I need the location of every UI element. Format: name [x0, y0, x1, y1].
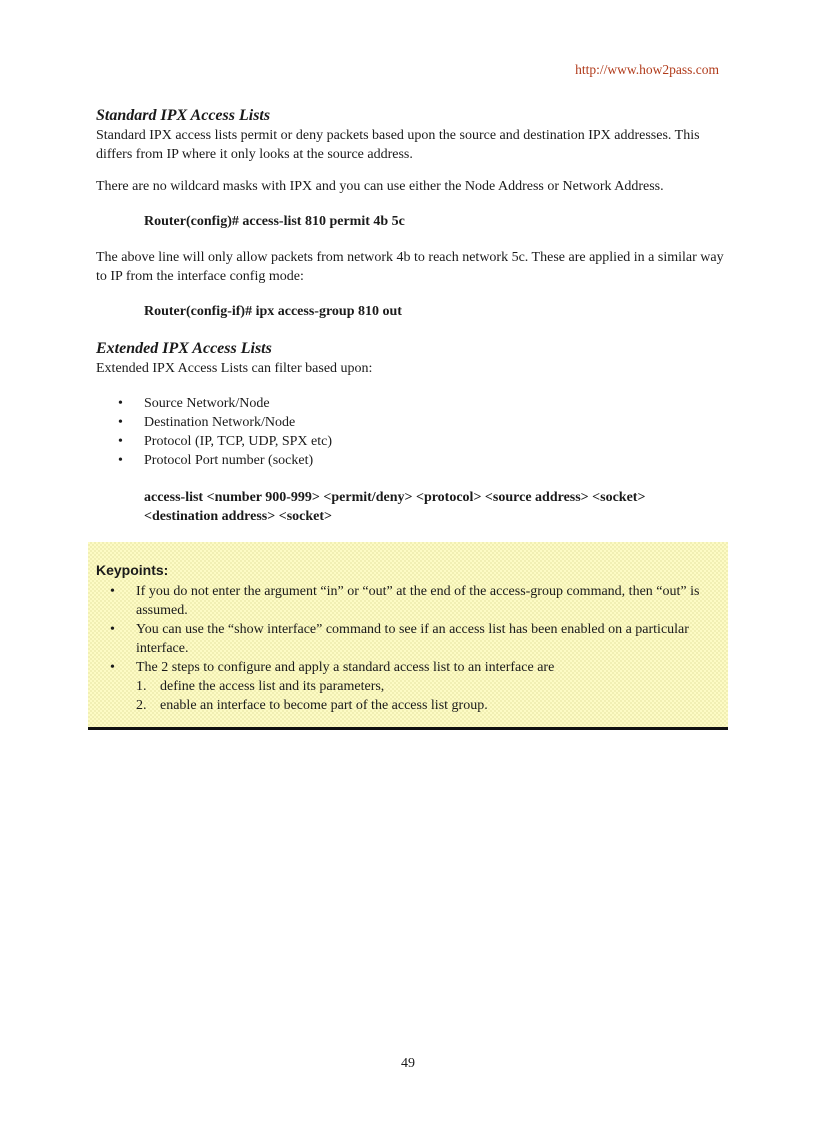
step-text: define the access list and its parameters,	[160, 679, 385, 694]
step-number: 1.	[136, 679, 147, 694]
syntax-line-2: <destination address> <socket>	[144, 509, 333, 524]
list-item: • If you do not enter the argument “in” or “out” at the end of the access-group command, then “out” is assumed.	[110, 584, 700, 618]
list-item: • The 2 steps to configure and apply a standard access list to an interface are 1. define the access list and its parameters, 2. enable an interface to become part of the access list group.	[88, 658, 708, 715]
explain-paragraph: The above line will only allow packets from network 4b to reach network 5c. These are applied in a similar way to IP from the interface config mode:	[96, 250, 724, 284]
list-item: • Protocol Port number (socket)	[118, 453, 314, 468]
bullet-icon: •	[110, 622, 115, 637]
bullet-icon: •	[118, 415, 123, 430]
filter-criteria	[96, 394, 736, 470]
filter-criteria-list	[96, 394, 736, 470]
step-text: enable an interface to become part of the access list group.	[160, 698, 488, 713]
access-group-command: Router(config-if)# ipx access-group 810 out	[144, 304, 402, 319]
list-item: • Destination Network/Node	[118, 415, 296, 430]
header-url[interactable]: http://www.how2pass.com	[575, 62, 719, 77]
extended-ipx-section	[96, 339, 736, 378]
bullet-icon: •	[110, 660, 115, 675]
extended-ipx-intro: Extended IPX Access Lists can filter based upon:	[96, 361, 373, 376]
bullet-icon: •	[110, 584, 115, 599]
code-example-1	[96, 212, 736, 231]
list-item	[136, 696, 708, 715]
standard-ipx-title: Standard IPX Access Lists	[96, 107, 271, 124]
bullet-icon: •	[118, 434, 123, 449]
standard-ipx-intro: Standard IPX access lists permit or deny packets based upon the source and destination IPX addresses. This differs from IP where it only looks at the source address.	[96, 128, 700, 162]
step-number: 2.	[136, 698, 147, 713]
keypoints-box	[88, 542, 728, 730]
code-example-2	[96, 302, 736, 321]
syntax-line-1: access-list <number 900-999> <permit/deny> <protocol> <source address> <socket>	[144, 490, 646, 505]
explain-block	[96, 248, 736, 286]
bullet-icon: •	[118, 453, 123, 468]
wildcard-note	[96, 177, 736, 196]
list-item: • You can use the “show interface” command to see if an access list has been enabled on a particular interface.	[110, 622, 689, 656]
keypoints-title: Keypoints:	[96, 562, 169, 578]
extended-ipx-title: Extended IPX Access Lists	[96, 340, 272, 357]
access-list-command: Router(config)# access-list 810 permit 4b 5c	[144, 214, 405, 229]
list-item: • Source Network/Node	[118, 396, 270, 411]
keypoints-list	[88, 582, 708, 715]
extended-syntax	[96, 488, 736, 526]
bullet-icon: •	[118, 396, 123, 411]
wildcard-paragraph: There are no wildcard masks with IPX and you can use either the Node Address or Network Address.	[96, 179, 664, 194]
steps-list	[136, 677, 708, 715]
standard-ipx-section	[96, 106, 736, 164]
page-number: 49	[401, 1056, 415, 1071]
list-item	[136, 677, 708, 696]
list-item: • Protocol (IP, TCP, UDP, SPX etc)	[118, 434, 332, 449]
